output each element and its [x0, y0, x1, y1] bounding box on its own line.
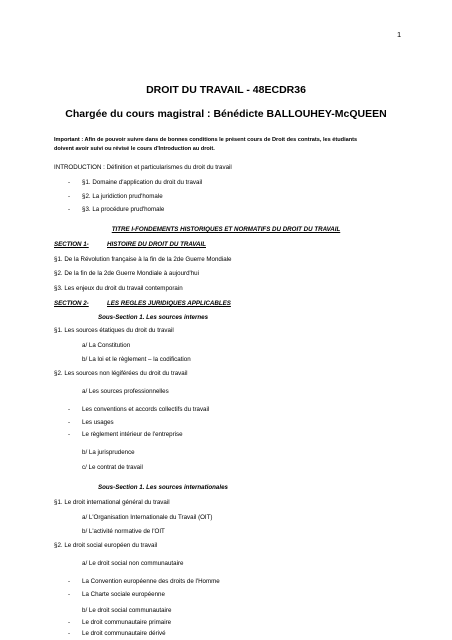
section-1-label: SECTION 1- — [54, 241, 89, 248]
titre-1-heading: TITRE I-FONDEMENTS HISTORIQUES ET NORMATIFS DU DROIT DU TRAVAIL — [111, 226, 341, 233]
subsection-international-sources: Sous-Section 1. Les sources internationales — [98, 484, 228, 491]
dash-bullet: - — [68, 591, 71, 598]
sub-item: b/ La loi et le règlement – la codification — [82, 356, 191, 363]
sub-item: a/ L'Organisation Internationale du Travail (OIT) — [82, 514, 213, 521]
dash-bullet: - — [68, 179, 71, 186]
dash-bullet: - — [68, 193, 71, 200]
list-item: Le droit communautaire primaire — [82, 619, 172, 626]
list-item: Le droit communautaire dérivé — [82, 630, 166, 637]
paragraph-heading: §1. Le droit international général du travail — [54, 499, 170, 506]
important-note-line-1: Important : Afin de pouvoir suivre dans de bonnes conditions le présent cours de Droit des contrats, les étudiants — [54, 137, 358, 143]
page-number: 1 — [397, 30, 402, 39]
paragraph-heading: §1. Les sources étatiques du droit du travail — [54, 327, 174, 334]
sub-item: b/ La jurisprudence — [82, 449, 135, 456]
paragraph-heading: §2. Les sources non légiférées du droit du travail — [54, 370, 188, 377]
document-subtitle: Chargée du cours magistral : Bénédicte BALLOUHEY-McQUEEN — [65, 108, 387, 120]
intro-item: §2. La juridiction prud'homale — [82, 193, 163, 200]
dash-bullet: - — [68, 419, 71, 426]
intro-item: §1. Domaine d'application du droit du travail — [82, 179, 203, 186]
dash-bullet: - — [68, 431, 71, 438]
sub-item: b/ Le droit social communautaire — [82, 607, 172, 614]
sub-item: a/ Le droit social non communautaire — [82, 560, 184, 567]
list-item: Les usages — [82, 419, 114, 426]
section-2-title: LES REGLES JURIDIQUES APPLICABLES — [107, 300, 231, 307]
important-note-line-2: doivent avoir suivi ou révisé le cours d'Introduction au droit. — [54, 146, 215, 152]
dash-bullet: - — [68, 406, 71, 413]
section-2-label: SECTION 2- — [54, 300, 89, 307]
document-title: DROIT DU TRAVAIL - 48ECDR36 — [146, 84, 306, 96]
section-1-item: §2. De la fin de la 2de Guerre Mondiale à aujourd'hui — [54, 270, 199, 277]
sub-item: c/ Le contrat de travail — [82, 464, 143, 471]
dash-bullet: - — [68, 630, 71, 637]
dash-bullet: - — [68, 206, 71, 213]
sub-item: a/ La Constitution — [82, 342, 131, 349]
subsection-internal-sources: Sous-Section 1. Les sources internes — [98, 314, 209, 321]
introduction-heading: INTRODUCTION : Définition et particularismes du droit du travail — [54, 164, 232, 171]
list-item: Le règlement intérieur de l'entreprise — [82, 431, 183, 438]
dash-bullet: - — [68, 578, 71, 585]
list-item: Les conventions et accords collectifs du travail — [82, 406, 210, 413]
sub-item: b/ L'activité normative de l'OIT — [82, 528, 165, 535]
dash-bullet: - — [68, 619, 71, 626]
intro-item: §3. La procédure prud'homale — [82, 206, 165, 213]
list-item: La Convention européenne des droits de l'Homme — [82, 578, 220, 585]
section-1-item: §3. Les enjeux du droit du travail contemporain — [54, 285, 183, 292]
section-1-item: §1. De la Révolution française à la fin de la 2de Guerre Mondiale — [54, 256, 232, 263]
sub-item: a/ Les sources professionnelles — [82, 388, 169, 395]
paragraph-heading: §2. Le droit social européen du travail — [54, 542, 158, 549]
section-1-title: HISTOIRE DU DROIT DU TRAVAIL — [107, 241, 206, 248]
list-item: La Charte sociale européenne — [82, 591, 165, 598]
